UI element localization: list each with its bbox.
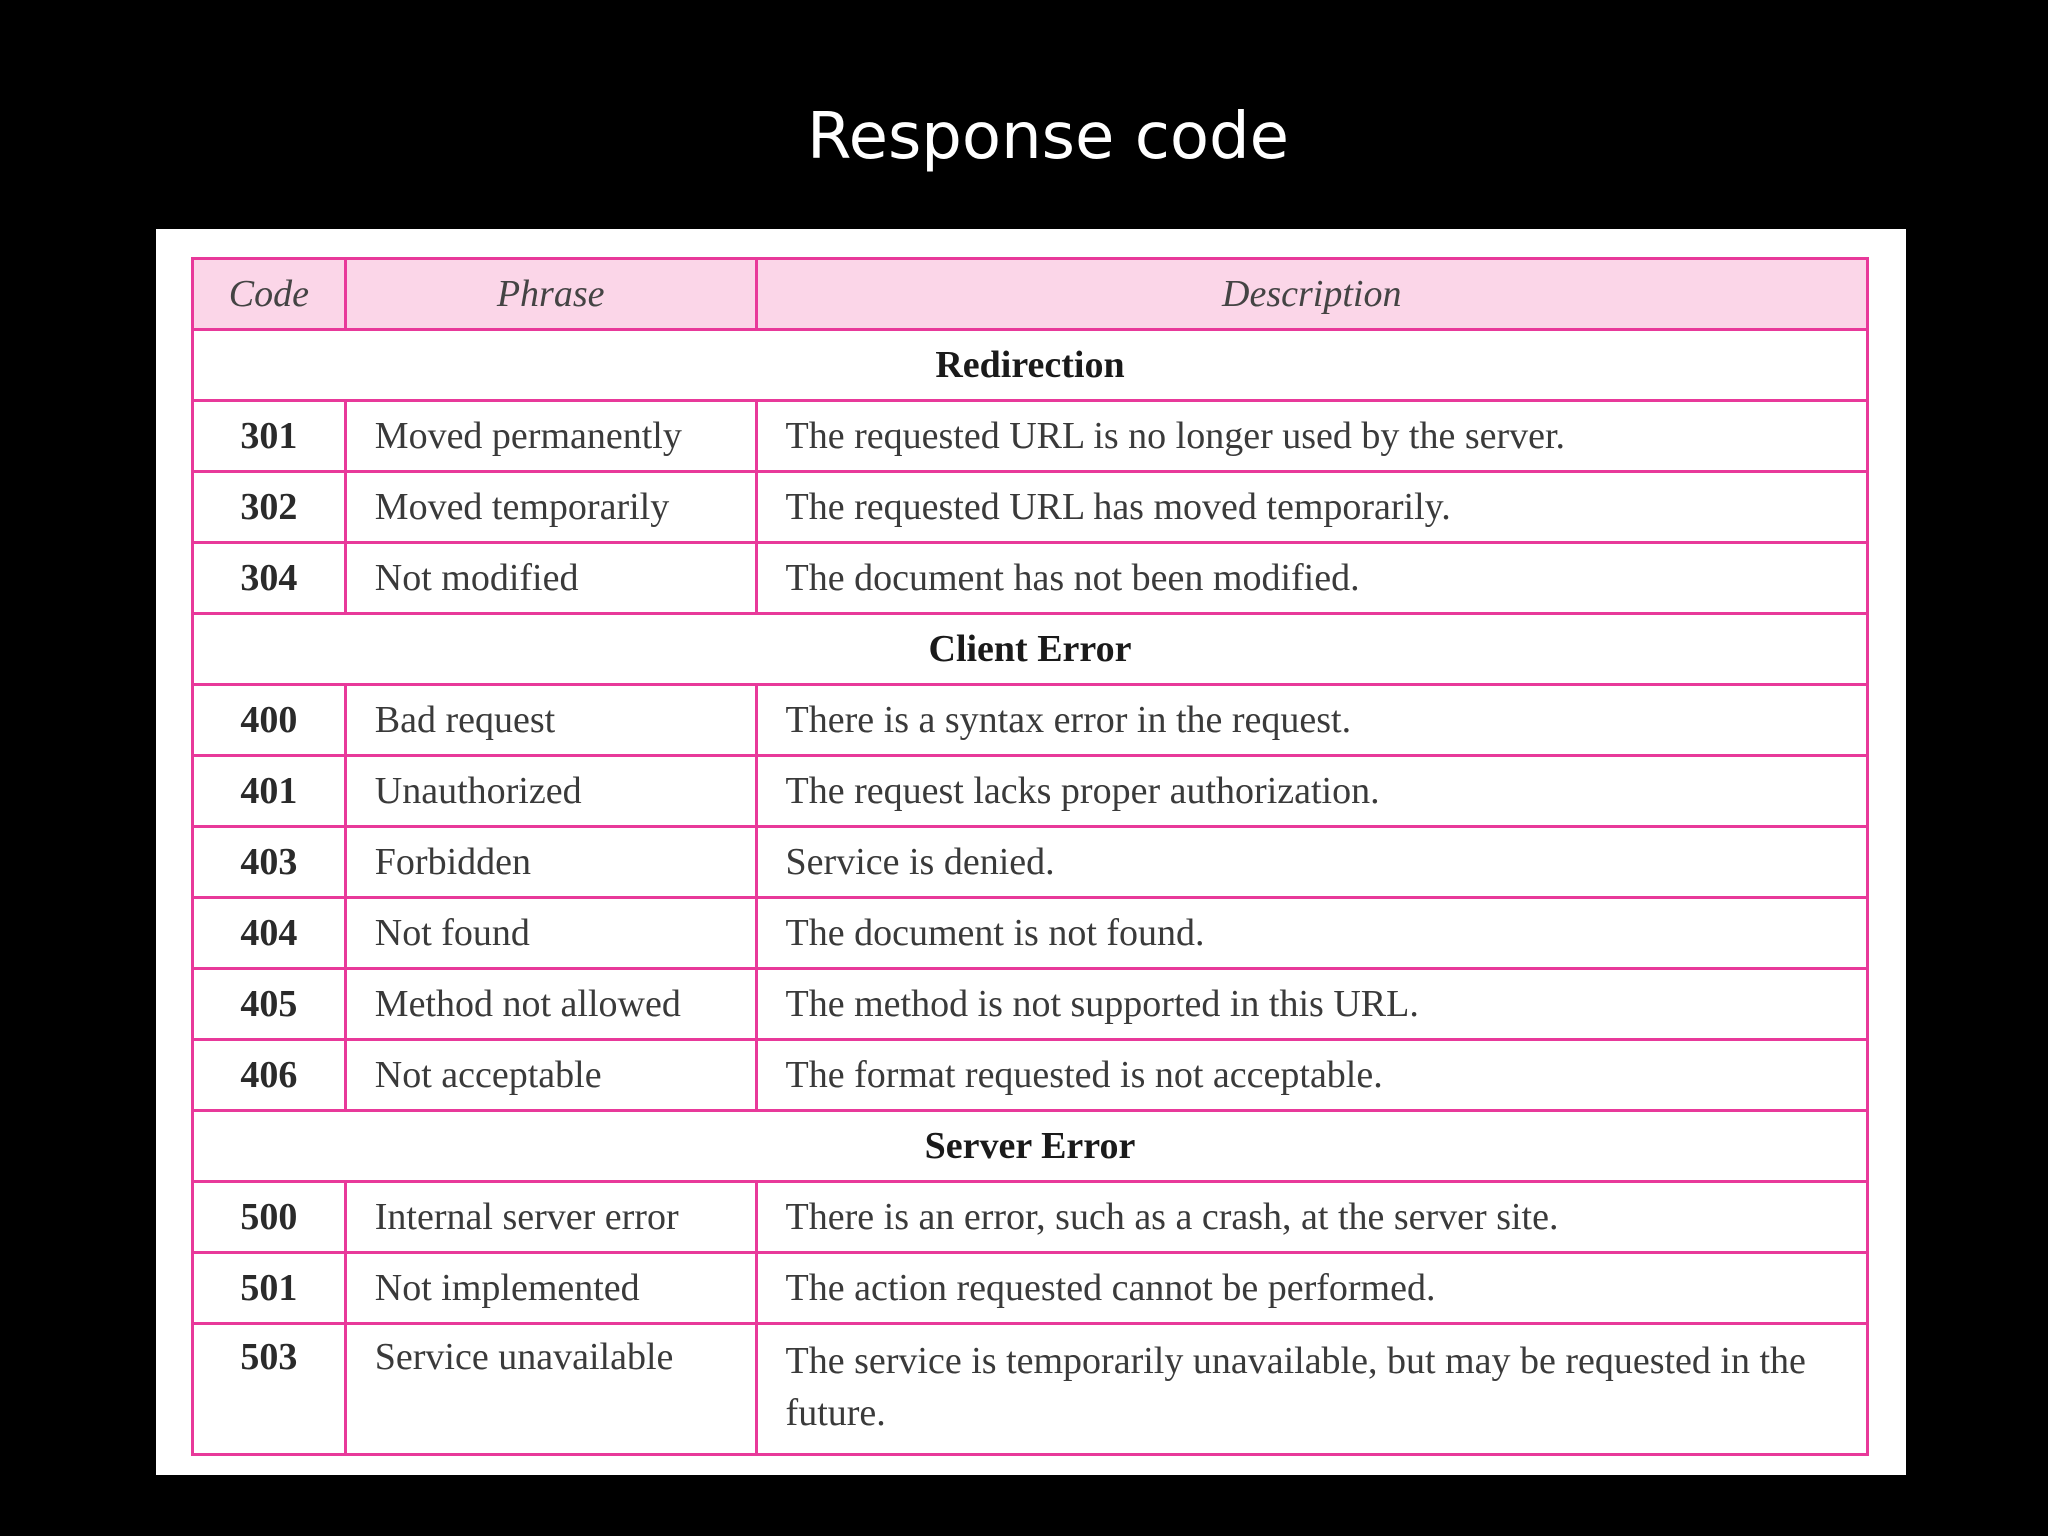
status-phrase: Not implemented: [345, 1253, 756, 1324]
status-code: 304: [193, 543, 346, 614]
status-code: 404: [193, 898, 346, 969]
status-description: The format requested is not acceptable.: [756, 1040, 1867, 1111]
status-phrase: Not acceptable: [345, 1040, 756, 1111]
response-code-table: [191, 257, 1869, 1456]
status-phrase: Internal server error: [345, 1182, 756, 1253]
section-row-client-error: [193, 614, 1868, 685]
section-title: Client Error: [193, 614, 1868, 685]
status-description: The requested URL has moved temporarily.: [756, 472, 1867, 543]
slide-title: Response code: [806, 100, 1290, 174]
status-code: 503: [193, 1324, 346, 1455]
table-row: [193, 685, 1868, 756]
header-description: Description: [756, 259, 1867, 330]
header-code: Code: [193, 259, 346, 330]
table-row: [193, 827, 1868, 898]
table-row: [193, 756, 1868, 827]
section-title: Server Error: [193, 1111, 1868, 1182]
status-phrase: Unauthorized: [345, 756, 756, 827]
status-description: There is an error, such as a crash, at the server site.: [756, 1182, 1867, 1253]
status-description: Service is denied.: [756, 827, 1867, 898]
status-description: The document has not been modified.: [756, 543, 1867, 614]
status-phrase: Not modified: [345, 543, 756, 614]
status-code: 403: [193, 827, 346, 898]
section-title: Redirection: [193, 330, 1868, 401]
status-code: 401: [193, 756, 346, 827]
status-code: 301: [193, 401, 346, 472]
status-phrase: Moved permanently: [345, 401, 756, 472]
status-phrase: Not found: [345, 898, 756, 969]
table-row: [193, 898, 1868, 969]
table-row: [193, 969, 1868, 1040]
status-description: The service is temporarily unavailable, but may be requested in the future.: [756, 1324, 1867, 1455]
header-phrase: Phrase: [345, 259, 756, 330]
status-code: 500: [193, 1182, 346, 1253]
status-description: The method is not supported in this URL.: [756, 969, 1867, 1040]
status-phrase: Bad request: [345, 685, 756, 756]
table-row: [193, 1324, 1868, 1455]
status-description: There is a syntax error in the request.: [756, 685, 1867, 756]
table-row: [193, 472, 1868, 543]
status-phrase: Moved temporarily: [345, 472, 756, 543]
table-row: [193, 1253, 1868, 1324]
status-description: The document is not found.: [756, 898, 1867, 969]
table-row: [193, 401, 1868, 472]
table-row: [193, 1040, 1868, 1111]
section-row-server-error: [193, 1111, 1868, 1182]
status-phrase: Service unavailable: [345, 1324, 756, 1455]
status-description: The requested URL is no longer used by the server.: [756, 401, 1867, 472]
status-code: 406: [193, 1040, 346, 1111]
table-panel: [156, 229, 1906, 1475]
status-code: 400: [193, 685, 346, 756]
table-row: [193, 1182, 1868, 1253]
status-description: The request lacks proper authorization.: [756, 756, 1867, 827]
status-phrase: Forbidden: [345, 827, 756, 898]
status-code: 302: [193, 472, 346, 543]
status-description: The action requested cannot be performed.: [756, 1253, 1867, 1324]
table-row: [193, 543, 1868, 614]
status-code: 501: [193, 1253, 346, 1324]
section-row-redirection: [193, 330, 1868, 401]
header-row: [193, 259, 1868, 330]
status-phrase: Method not allowed: [345, 969, 756, 1040]
status-code: 405: [193, 969, 346, 1040]
